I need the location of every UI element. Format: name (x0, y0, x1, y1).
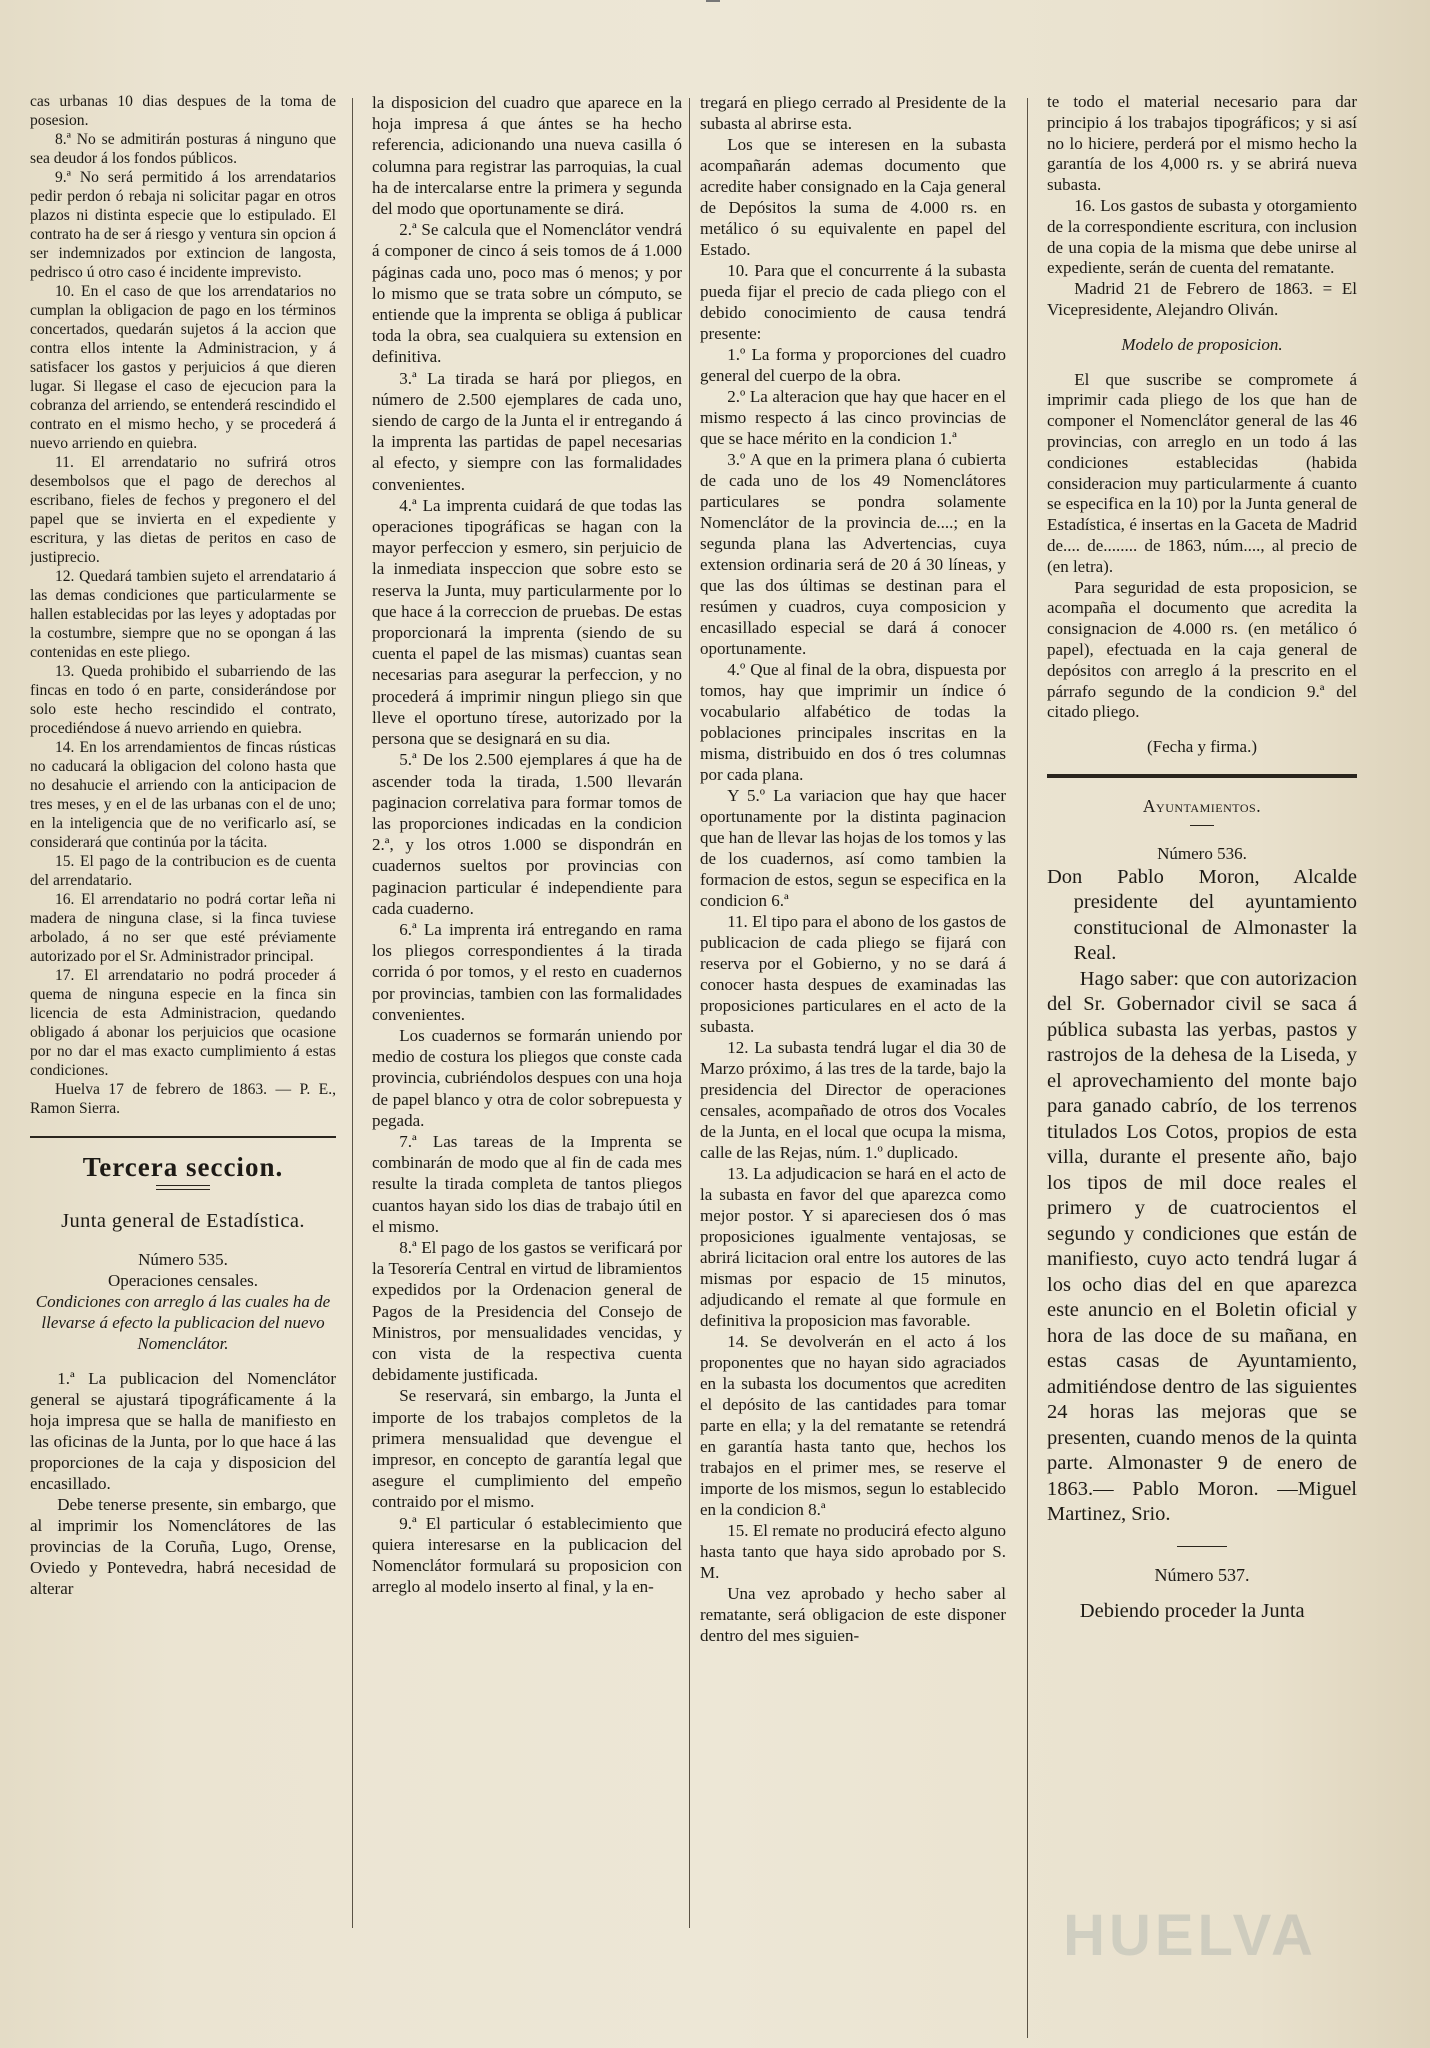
paragraph: Para seguridad de esta proposicion, se acompaña el documento que acredita la consignacion de 4.000 rs. (en metálico ó papel), efectuada en la caja general de depósitos con arreglo á la prescrito en el párrafo segundo de la condicion 9.ª del citado pliego. (1047, 577, 1357, 722)
paragraph: 6.ª La imprenta irá entregando en rama los pliegos correspondientes á la tirada corrida ó por tomos, y el resto en cuadernos por provincias, tambien con las formalidades convenientes. (372, 919, 682, 1024)
library-stamp (1040, 1836, 1340, 2036)
column-rule (1027, 98, 1028, 2038)
paragraph: Los cuadernos se formarán uniendo por medio de costura los pliegos que conste cada provincia, cubriéndolos despues con una hoja de papel blanco y otra de color sobrepuesta y pegada. (372, 1025, 682, 1130)
paragraph: 13. La adjudicacion se hará en el acto de la subasta en favor del que aparezca como mejor postor. Y si apareciesen dos ó mas proposiciones igualmente ventajosas, se abrirá licitacion oral entre los autores de las mismas por espacio de 15 minutos, adjudicando el remate al que formule en definitiva la proposicion mas favorable. (700, 1164, 1006, 1330)
section-title: Tercera seccion. (82, 1152, 284, 1182)
paragraph: Una vez aprobado y hecho saber al rematante, será obligacion de este disponer dentro del mes siguien- (700, 1584, 1006, 1645)
section-divider (30, 1136, 336, 1138)
paragraph: Debiendo proceder la Junta (1079, 1600, 1305, 1623)
signature: Huelva 17 de febrero de 1863. — P. E., Ramon Sierra. (30, 1081, 336, 1117)
column-1 (30, 92, 336, 2036)
ornament-rule (156, 1185, 210, 1190)
notice-subject: Operaciones censales. (107, 1271, 259, 1290)
announcement-body: Hago saber: que con autorizacion del Sr. Gobernador civil se saca á pública subasta las yerbas, pastos y rastrojos de la dehesa de la Liseda, y el aprovechamiento del monte bajo para ganado cabrío, de los terrenos titulados Los Cotos, propios de esta villa, durante el presente año, bajo los tipos de mil doce reales el primero y de cuatrocientos el segundo y condiciones que están de manifiesto, cuyo acto tendrá lugar á los ocho dias del en que aparezca este anuncio en el Boletin oficial y hora de las doce de su mañana, en estas casas de Ayuntamiento, admitiéndose dentro de las siguientes 24 horas las mejoras que se presenten, cuando menos de la quinta parte. Almonaster 9 de enero de 1863.— Pablo Moron. —Miguel Martinez, Srio. (1047, 967, 1357, 1525)
paragraph: 11. El tipo para el abono de los gastos de publicacion de cada pliego se fijará con reserva por el Gobierno, y no se dará á conocer hasta despues de examinadas las proposiciones particulares en el acto de la subasta. (700, 912, 1006, 1036)
paragraph: 8.ª No se admitirán posturas á ninguno que sea deudor á los fondos públicos. (30, 131, 336, 167)
paragraph: Debe tenerse presente, sin embargo, que al imprimir los Nomenclátores de las provincias de la Coruña, Lugo, Orense, Oviedo y Pontevedra, habrá necesidad de alterar (30, 1495, 336, 1598)
paragraph: 4.º Que al final de la obra, dispuesta por tomos, hay que imprimir un índice ó vocabulario alfabético de todas la poblaciones principales inscritas en la misma, distribuido en dos ó tres columnas por cada plana. (700, 660, 1006, 784)
paragraph: 8.ª El pago de los gastos se verificará por la Tesorería Central en virtud de libramientos expedidos por la Ordenacion general de Pagos de la Presidencia del Consejo de Ministros, por mensualidades vencidas, y con vista de la respectiva cuenta debidamente justificada. (372, 1237, 682, 1385)
paragraph: 4.ª La imprenta cuidará de que todas las operaciones tipográficas se hagan con la mayor perfeccion y esmero, sin perjuicio de la inmediata inspeccion que sobre esto se reserva la Junta, muy particularmente por lo que hace á la correccion de pruebas. De estas proporcionará la imprenta (siendo de su cuenta el papel de las mismas) cuantas sean necesarias para asegurar la perfeccion, y no procederá á imprimir ningun pliego sin que lleve el oportuno tírese, autorizado por la persona que se designará en su dia. (372, 495, 682, 749)
paragraph: 10. Para que el concurrente á la subasta pueda fijar el precio de cada pliego con el debido conocimiento de causa tendrá presente: (700, 261, 1006, 343)
paragraph: tregará en pliego cerrado al Presidente de la subasta al abrirse esta. (700, 93, 1006, 133)
paragraph: Se reservará, sin embargo, la Junta el importe de los trabajos completos de la primera mensualidad que devengue el impresor, en concepto de garantía legal que asegure el cumplimiento del empeño contraido por el mismo. (372, 1386, 682, 1512)
signature: Madrid 21 de Febrero de 1863. = El Vicepresidente, Alejandro Oliván. (1047, 279, 1357, 319)
column-3 (700, 92, 1006, 2036)
paragraph: 5.ª De los 2.500 ejemplares á que ha de ascender toda la tirada, 1.500 llevarán paginacion correlativa para formar tomos de las proporciones indicadas en la condicion 2.ª, y los otros 1.000 se dispondrán en cuadernos sueltos por provincias con paginacion particular é independiente para cada cuaderno. (372, 750, 682, 918)
paragraph: 12. La subasta tendrá lugar el dia 30 de Marzo próximo, á las tres de la tarde, bajo la presidencia del Director de operaciones censales, acompañado de otros dos Vocales de la Junta, en el local que ocupa la misma, calle de las Rejas, núm. 1.º duplicado. (700, 1038, 1006, 1162)
stamp-text: HUELVA (1063, 1903, 1317, 1968)
paragraph: Y 5.º La variacion que hay que hacer oportunamente por la distinta paginacion que han de llevar las hojas de los tomos y las de los cuadernos, así como tambien la formacion de estos, segun se especifica en la condicion 6.ª (700, 786, 1006, 910)
paragraph: 15. El remate no producirá efecto alguno hasta tanto que haya sido aprobado por S. M. (700, 1521, 1006, 1582)
paragraph: 2.º La alteracion que hay que hacer en el mismo respecto á las cinco provincias de que se hace mérito en la condicion 1.ª (700, 387, 1006, 448)
column-rule (689, 98, 690, 1928)
paragraph: 10. En el caso de que los arrendatarios no cumplan la obligacion de pago en los términos concertados, quedarán sujetos á la accion que contra ellos intente la Administracion, y á satisfacer los gastos y perjuicios á que dieren lugar. Si llegase el caso de ejecucion para la cobranza del arriendo, se entenderá rescindido el contrato en el mismo hecho, y se procederá á nuevo arriendo en quiebra. (30, 283, 336, 452)
paragraph: 9.ª El particular ó establecimiento que quiera interesarse en la publicacion del Nomenclátor formulará su proposicion con arreglo al modelo inserto al final, y la en- (372, 1513, 682, 1597)
paragraph: 7.ª Las tareas de la Imprenta se combinarán de modo que al fin de cada mes resulte la tirada completa de tantos pliegos cuantos hayan sido los dias de trabajo útil en el mismo. (372, 1131, 682, 1236)
section-divider (1047, 774, 1357, 778)
column-4 (1047, 92, 1357, 2036)
section-heading: Ayuntamientos. (1142, 795, 1262, 816)
paragraph: la disposicion del cuadro que aparece en la hoja impresa á que ántes se ha hecho referencia, adicionando una nueva casilla ó columna para registrar las parroquias, la cual ha de intercalarse entre la primera y segunda del modo que oportunamente se dirá. (372, 93, 682, 219)
paragraph: 2.ª Se calcula que el Nomenclátor vendrá á componer de cinco á seis tomos de á 1.000 páginas cada uno, poco mas ó menos; y por lo mismo que se trata sobre un cómputo, se entiende que la imprenta se obliga á publicar toda la obra, sea cualquiera su extension en definitiva. (372, 220, 682, 367)
paragraph: 1.º La forma y proporciones del cuadro general del cuerpo de la obra. (700, 345, 1006, 385)
paragraph: Los que se interesen en la subasta acompañarán ademas documento que acredite haber consignado en la Caja general de Depósitos la suma de 4.000 rs. en metálico ó su equivalente en papel del Estado. (700, 135, 1006, 259)
closing: (Fecha y firma.) (1147, 737, 1257, 757)
paragraph: te todo el material necesario para dar principio á los trabajos tipográficos; y si así no lo hiciere, perderá por el mismo hecho la garantía de los 4,000 rs. y se abrirá nueva subasta. (1047, 92, 1357, 195)
entity-title: Junta general de Estadística. (61, 1210, 305, 1232)
paragraph: 17. El arrendatario no podrá proceder á quema de ninguna especie en la finca sin licencia de esta Administracion, quedando obligado á abonar los perjuicios que ocasione por no dar el mas exacto cumplimiento á estas condiciones. (30, 967, 336, 1079)
notice-italic-title: Condiciones con arreglo á las cuales ha de llevarse á efecto la publicacion del nuevo Nomenclátor. (35, 1292, 331, 1353)
short-rule (1177, 1546, 1227, 1547)
column-rule (352, 98, 353, 1928)
paragraph: 13. Queda prohibido el subarriendo de las fincas en todo ó en parte, considerándose por solo este hecho rescindido el contrato, procediéndose á nuevo arriendo en quiebra. (30, 663, 336, 737)
paragraph: 3.º A que en la primera plana ó cubierta de cada uno de los 49 Nomenclátores particulares se pondra solamente Nomenclátor de la provincia de....; en la segunda plana las Advertencias, cuya extension ordinaria será de 20 á 30 líneas, y que las dos últimas se destinan para el resúmen y cuadros, cuya composicion y encasillado especial se dará á conocer oportunamente. (700, 450, 1006, 658)
paragraph: 1.ª La publicacion del Nomenclátor general se ajustará tipográficamente á la hoja impresa que se halla de manifiesto en las oficinas de la Junta, por lo que hace á las proporciones de la caja y disposicion del encasillado. (30, 1369, 336, 1493)
notice-number: Número 537. (1154, 1564, 1250, 1585)
paragraph: cas urbanas 10 dias despues de la toma de posesion. (30, 93, 336, 129)
announcement-heading: Don Pablo Moron, Alcalde presidente del ayuntamiento constitucional de Almonaster la Real. (1047, 865, 1357, 964)
paragraph: 15. El pago de la contribucion es de cuenta del arrendatario. (30, 853, 336, 889)
notice-number: Número 536. (1157, 843, 1247, 863)
paragraph: 16. El arrendatario no podrá cortar leña ni madera de ninguna clase, si la finca tuviese arbolado, á no ser que esté préviamente autorizado por el Sr. Administrador principal. (30, 891, 336, 965)
top-mark (706, 0, 720, 2)
paragraph: 16. Los gastos de subasta y otorgamiento de la correspondiente escritura, con inclusion de una copia de la misma que debe unirse al expediente, serán de cuenta del rematante. (1047, 195, 1357, 278)
paragraph: 14. Se devolverán en el acto á los proponentes que no hayan sido agraciados en la subasta los documentos que acrediten el depósito de las cantidades para tomar parte en ella; y la del rematante se retendrá en garantía hasta tanto que, hechos los trabajos en el primer mes, se reserve el importe de los mismos, segun lo establecido en la condicion 8.ª (700, 1332, 1006, 1519)
column-2 (372, 92, 682, 2036)
model-title: Modelo de proposicion. (1121, 334, 1283, 354)
paragraph: 9.ª No será permitido á los arrendatarios pedir perdon ó rebaja ni solicitar pagar en otros plazos ni distinta especie que lo estipulado. El contrato ha de ser á riesgo y ventura sin opcion á ser indemnizados por extincion de langosta, pedrisco ú otro caso é incidente imprevisto. (30, 169, 336, 281)
paragraph: 11. El arrendatario no sufrirá otros desembolsos que el pago de derechos al escribano, fieles de fechos y pregonero el del papel que se invierta en el expediente y escritura, y las dietas de peritos en caso de justiprecio. (30, 454, 336, 566)
notice-number: Número 535. (138, 1250, 228, 1269)
short-rule (1190, 825, 1214, 826)
paragraph: 12. Quedará tambien sujeto el arrendatario á las demas condiciones que particularmente se hallen establecidas por las leyes y adoptadas por la costumbre, siempre que no se opongan á las contenidas en este pliego. (30, 568, 336, 661)
paragraph: El que suscribe se compromete á imprimir cada pliego de los que han de componer el Nomenclátor general de las 46 provincias, con arreglo en un todo á las condiciones establecidas (habida consideracion muy particularmente á cuanto se especifica en la 10) por la Junta general de Estadística, é insertas en la Gaceta de Madrid de.... de........ de 1863, núm...., al precio de (en letra). (1047, 369, 1357, 576)
paragraph: 3.ª La tirada se hará por pliegos, en número de 2.500 ejemplares de cada uno, siendo de cargo de la Junta el ir entregando á la imprenta las partidas de papel necesarias al efecto, y siempre con las formalidades convenientes. (372, 368, 682, 494)
paragraph: 14. En los arrendamientos de fincas rústicas no caducará la obligacion del colono hasta que no desahucie el arriendo con la anticipacion de tres meses, y en el de las urbanas con el de uno; en la inteligencia que de no verificarlo así, se considerará que continúa por la tácita. (30, 739, 336, 851)
